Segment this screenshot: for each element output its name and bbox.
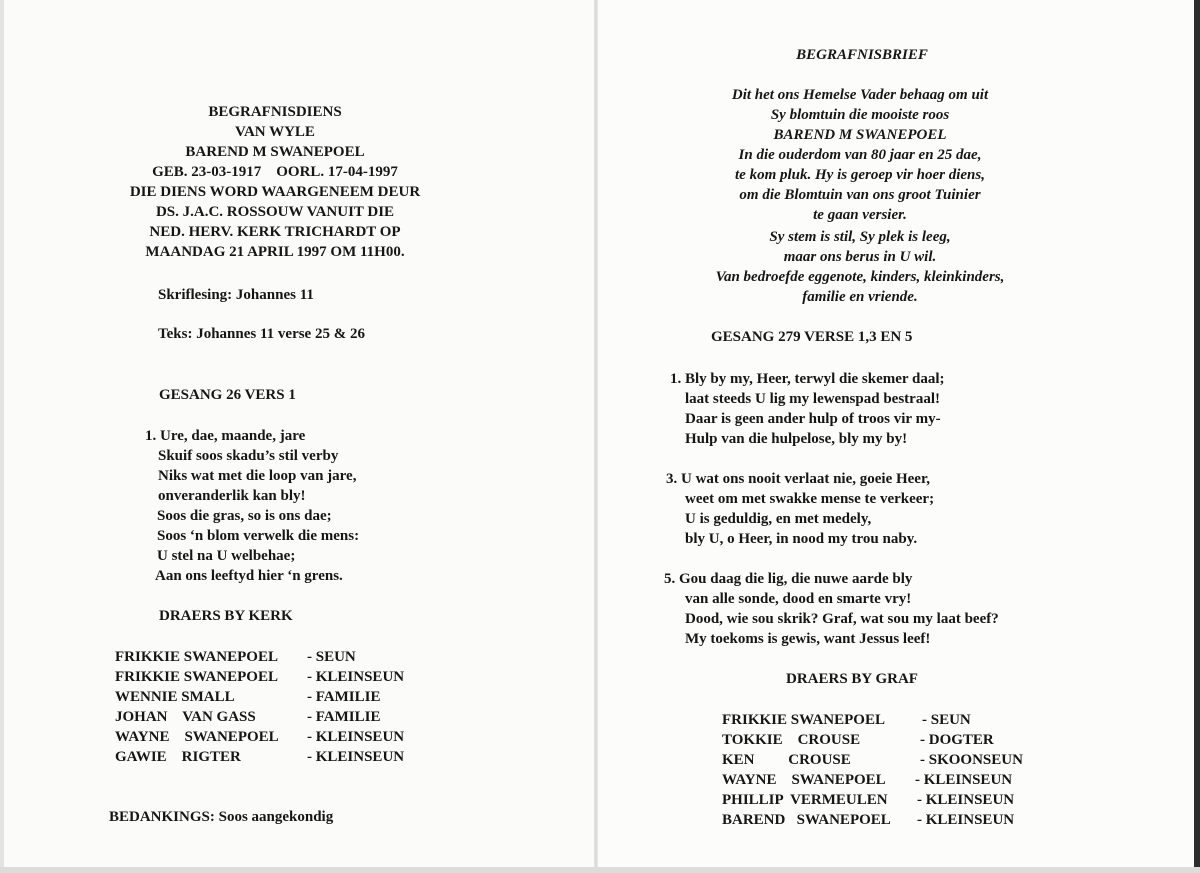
letter-line: te gaan versier. bbox=[813, 207, 907, 223]
header-line: NED. HERV. KERK TRICHARDT OP bbox=[149, 224, 401, 240]
left-hymn-title: GESANG 26 VERS 1 bbox=[159, 387, 296, 403]
bearer-name: WAYNE SWANEPOEL bbox=[722, 772, 886, 788]
header-line: MAANDAG 21 APRIL 1997 OM 11H00. bbox=[145, 244, 405, 260]
bearer-relation: - SKOONSEUN bbox=[920, 752, 1023, 768]
verse-line: 3. U wat ons nooit verlaat nie, goeie Heer, bbox=[666, 471, 930, 487]
header-line: BAREND M SWANEPOEL bbox=[185, 144, 365, 160]
verse-line: Soos die gras, so is ons dae; bbox=[157, 508, 332, 524]
bearer-relation: - KLEINSEUN bbox=[917, 792, 1015, 808]
verse-line: U is geduldig, en met medely, bbox=[685, 511, 872, 527]
church-bearers-title: DRAERS BY KERK bbox=[159, 608, 293, 624]
bearer-relation: - FAMILIE bbox=[307, 709, 381, 725]
bearer-relation: - FAMILIE bbox=[307, 689, 381, 705]
header-line: GEB. 23-03-1917 OORL. 17-04-1997 bbox=[152, 164, 398, 180]
header-line: DS. J.A.C. ROSSOUW VANUIT DIE bbox=[155, 204, 395, 220]
letter-line: Sy blomtuin die mooiste roos bbox=[770, 107, 950, 123]
page-fold bbox=[594, 0, 598, 873]
bearer-relation: - KLEINSEUN bbox=[307, 669, 405, 685]
verse-line: 1. Bly by my, Heer, terwyl die skemer daal; bbox=[670, 371, 945, 387]
header-line: VAN WYLE bbox=[235, 124, 315, 140]
scan-edge-right bbox=[1194, 0, 1200, 873]
verse-line: bly U, o Heer, in nood my trou naby. bbox=[685, 531, 918, 547]
grave-bearers-title: DRAERS BY GRAF bbox=[786, 671, 918, 687]
right-hymn-title: GESANG 279 VERSE 1,3 EN 5 bbox=[711, 329, 913, 345]
verse-line: onveranderlik kan bly! bbox=[158, 488, 306, 504]
bearer-name: WAYNE SWANEPOEL bbox=[115, 729, 279, 745]
header-line: BEGRAFNISDIENS bbox=[208, 104, 342, 120]
verse-line: Aan ons leeftyd hier ‘n grens. bbox=[155, 568, 343, 584]
verse-line: Soos ‘n blom verwelk die mens: bbox=[157, 528, 360, 544]
verse-line: weet om met swakke mense te verkeer; bbox=[685, 491, 935, 507]
letter-line: maar ons berus in U wil. bbox=[783, 249, 937, 265]
bearer-relation: - KLEINSEUN bbox=[307, 749, 405, 765]
thanks-note: BEDANKINGS: Soos aangekondig bbox=[109, 809, 334, 825]
letter-line: te kom pluk. Hy is geroep vir hoer diens, bbox=[735, 167, 985, 183]
bearer-relation: - SEUN bbox=[922, 712, 971, 728]
bearer-name: TOKKIE CROUSE bbox=[722, 732, 861, 748]
letter-line: Van bedroefde eggenote, kinders, kleinkinders, bbox=[715, 269, 1005, 285]
verse-line: Skuif soos skadu’s stil verby bbox=[158, 448, 339, 464]
letter-line: BAREND M SWANEPOEL bbox=[773, 127, 947, 143]
bearer-relation: - KLEINSEUN bbox=[307, 729, 405, 745]
verse-line: van alle sonde, dood en smarte vry! bbox=[685, 591, 912, 607]
letter-line: Dit het ons Hemelse Vader behaag om uit bbox=[731, 87, 989, 103]
bearer-name: WENNIE SMALL bbox=[115, 689, 235, 705]
bearer-name: FRIKKIE SWANEPOEL bbox=[115, 669, 278, 685]
bearer-relation: - SEUN bbox=[307, 649, 356, 665]
funeral-letter-title: BEGRAFNISBRIEF bbox=[796, 47, 928, 63]
bearer-name: BAREND SWANEPOEL bbox=[722, 812, 891, 828]
bearer-name: PHILLIP VERMEULEN bbox=[722, 792, 888, 808]
verse-line: Hulp van die hulpelose, bly my by! bbox=[685, 431, 908, 447]
bearer-relation: - KLEINSEUN bbox=[915, 772, 1013, 788]
bearer-name: FRIKKIE SWANEPOEL bbox=[722, 712, 885, 728]
letter-line: familie en vriende. bbox=[802, 289, 918, 305]
verse-line: 1. Ure, dae, maande, jare bbox=[145, 428, 306, 444]
bearer-name: GAWIE RIGTER bbox=[115, 749, 241, 765]
verse-line: Daar is geen ander hulp of troos vir my- bbox=[685, 411, 941, 427]
verse-line: Niks wat met die loop van jare, bbox=[158, 468, 357, 484]
bearer-relation: - DOGTER bbox=[920, 732, 994, 748]
bearer-name: JOHAN VAN GASS bbox=[115, 709, 256, 725]
letter-line: Sy stem is stil, Sy plek is leeg, bbox=[769, 229, 951, 245]
scan-edge-left bbox=[0, 0, 4, 873]
header-line: DIE DIENS WORD WAARGENEEM DEUR bbox=[129, 184, 421, 200]
verse-line: 5. Gou daag die lig, die nuwe aarde bly bbox=[664, 571, 913, 587]
letter-line: om die Blomtuin van ons groot Tuinier bbox=[739, 187, 981, 203]
bearer-relation: - KLEINSEUN bbox=[917, 812, 1015, 828]
verse-line: My toekoms is gewis, want Jessus leef! bbox=[685, 631, 931, 647]
bearer-name: KEN CROUSE bbox=[722, 752, 851, 768]
scan-edge-bottom bbox=[0, 867, 1200, 873]
scripture-reading: Skriflesing: Johannes 11 bbox=[158, 287, 314, 303]
sermon-text: Teks: Johannes 11 verse 25 & 26 bbox=[158, 326, 365, 342]
letter-line: In die ouderdom van 80 jaar en 25 dae, bbox=[738, 147, 982, 163]
verse-line: Dood, wie sou skrik? Graf, wat sou my laat beef? bbox=[685, 611, 999, 627]
verse-line: laat steeds U lig my lewenspad bestraal! bbox=[685, 391, 940, 407]
verse-line: U stel na U welbehae; bbox=[157, 548, 296, 564]
bearer-name: FRIKKIE SWANEPOEL bbox=[115, 649, 278, 665]
